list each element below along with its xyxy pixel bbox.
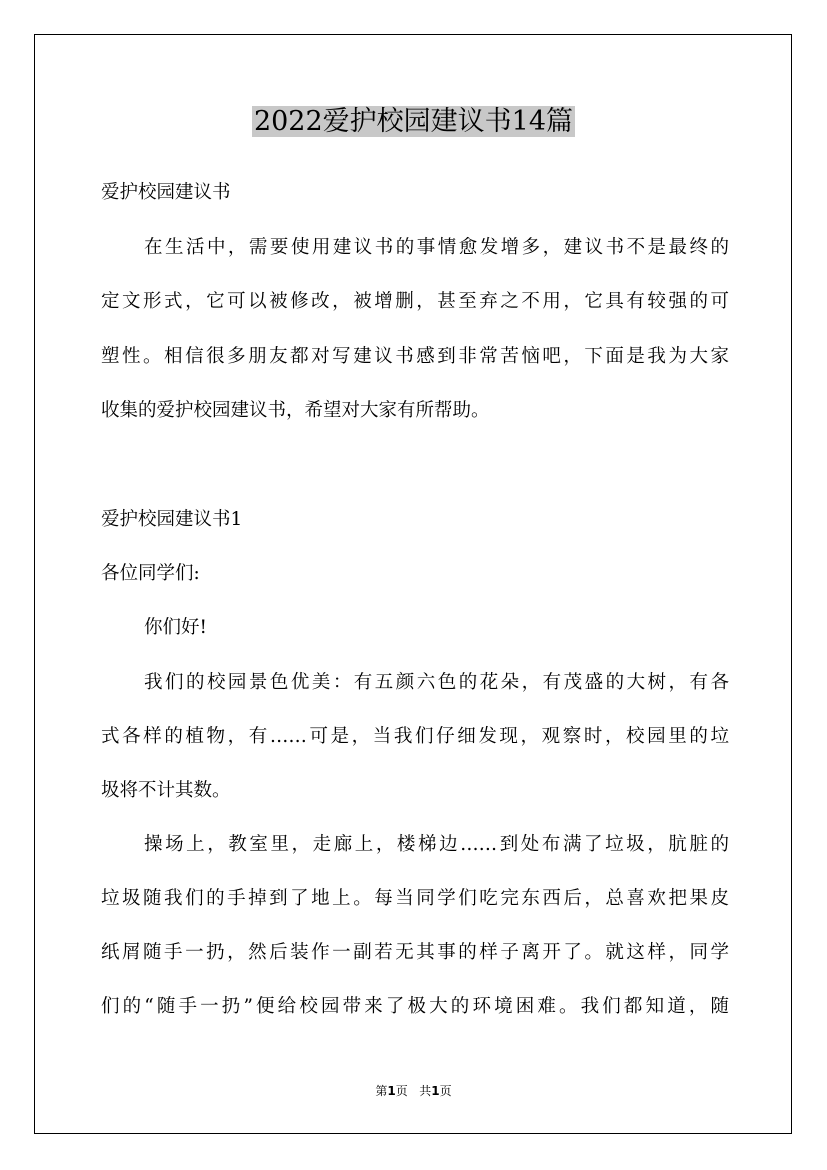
intro-line-3: 塑性。相信很多朋友都对写建议书感到非常苦恼吧，下面是我为大家 (101, 346, 729, 367)
para2-line-3: 纸屑随手一扔，然后装作一副若无其事的样子离开了。就这样，同学 (101, 942, 729, 963)
intro-line-2: 定文形式，它可以被修改，被增删，甚至弃之不用，它具有较强的可 (101, 291, 729, 312)
page-footer (0, 1083, 827, 1099)
intro-line-1: 在生活中，需要使用建议书的事情愈发增多，建议书不是最终的 (144, 237, 729, 258)
footer-total-prefix: 共 (419, 1084, 432, 1098)
para1-line-2: 式各样的植物，有……可是，当我们仔细发现，观察时，校园里的垃 (101, 726, 729, 747)
para1-line-3: 圾将不计其数。 (101, 780, 231, 801)
document-title-text: 2022爱护校园建议书14篇 (253, 106, 574, 137)
para2-line-4: 们的“随手一扔”便给校园带来了极大的环境困难。我们都知道，随 (101, 996, 729, 1017)
footer-page-suffix: 页 (395, 1084, 408, 1098)
footer-page-prefix: 第 (375, 1084, 388, 1098)
section-heading: 爱护校园建议书1 (101, 509, 243, 530)
para2-line-2: 垃圾随我们的手掉到了地上。每当同学们吃完东西后，总喜欢把果皮 (101, 888, 729, 909)
document-title (0, 102, 827, 142)
footer-total-number: 1 (431, 1084, 440, 1098)
para2-line-1: 操场上，教室里，走廊上，楼梯边……到处布满了垃圾，肮脏的 (144, 834, 729, 855)
document-subtitle: 爱护校园建议书 (101, 182, 231, 203)
para1-line-1: 我们的校园景色优美：有五颜六色的花朵，有茂盛的大树，有各 (144, 672, 729, 693)
intro-line-4: 收集的爱护校园建议书，希望对大家有所帮助。 (101, 400, 490, 421)
salutation: 各位同学们: (101, 563, 200, 584)
greeting: 你们好! (144, 617, 207, 638)
footer-page-number: 1 (387, 1084, 396, 1098)
footer-total-suffix: 页 (439, 1084, 452, 1098)
